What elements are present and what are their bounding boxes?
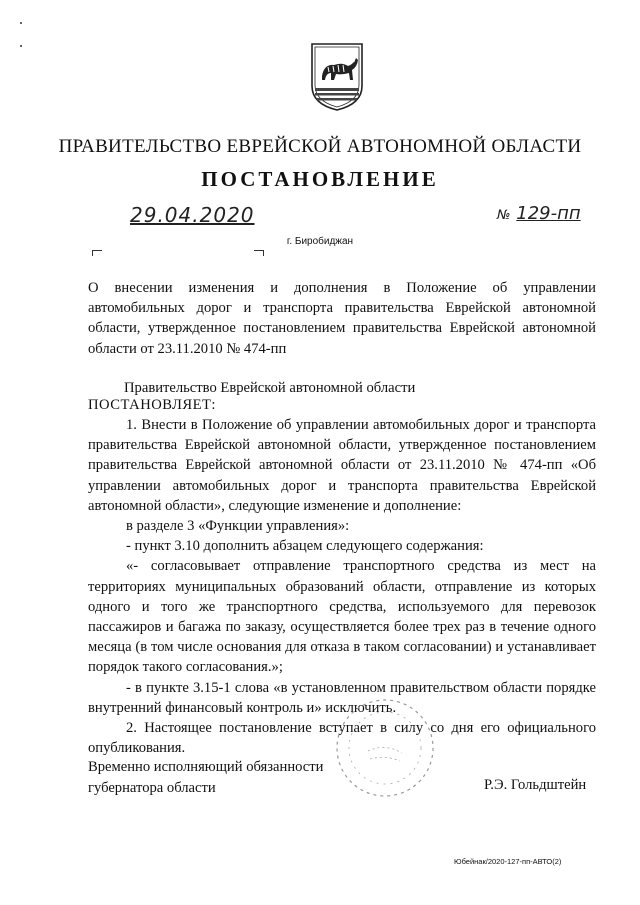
title-bracket-right [254,250,264,256]
signatory-position [88,757,323,798]
margin-mark [20,22,22,24]
decree-number [497,203,581,224]
resolves-text: ПОСТАНОВЛЯЕТ: [88,397,216,413]
paragraph: 2. Настоящее постановление вступает в силу со дня его официального опубликования. [88,720,596,757]
title-bracket-left [92,250,102,256]
lead-text: Правительство Еврейской автономной области [124,380,416,396]
paragraph: в разделе 3 «Функции управления»: [126,518,350,535]
official-stamp-icon [330,693,440,803]
government-heading: ПРАВИТЕЛЬСТВО ЕВРЕЙСКОЙ АВТОНОМНОЙ ОБЛАСТИ [58,136,582,157]
margin-mark [20,45,22,47]
city-label: г. Биробиджан [286,236,354,247]
number-value: 129-пп [516,203,581,224]
position-line-1: Временно исполняющий обязанности [88,759,324,775]
paragraph: - пункт 3.10 дополнить абзацем следующего содержания: [126,538,484,555]
paragraph: «- согласовывает отправление транспортного средства из мест на территориях муниципальных образований области, отправление из которых одного и того же транспортного средства, используемого для перевозок пассажиров и багажа по заказу, осуществляется более трех раз в течение одного месяца (в том числе основания для отказа в таком согласовании) и устанавливает порядок такого согласования.»; [88,558,596,676]
decree-title: О внесении изменения и дополнения в Положение об управлении автомобильных дорог и транспорта правительства Еврейской автономной области, утвержденное постановлением правительства Еврейской автономной области от 23.11.2010 № 474-пп [88,280,596,357]
signatory-name: Р.Э. Гольдштейн [484,777,587,793]
number-prefix: № [497,208,511,223]
coat-of-arms-icon [308,42,366,112]
document-type-heading: ПОСТАНОВЛЕНИЕ [201,167,439,191]
decree-date: 29.04.2020 [130,203,255,227]
document-code: Юбейнак/2020-127-пп-АВТО(2) [454,857,562,866]
paragraph: - в пункте 3.15-1 слова «в установленном правительством области порядке внутренний финансовый контроль и» исключить. [88,679,596,716]
position-line-2: губернатора области [88,779,216,796]
paragraph: 1. Внести в Положение об управлении автомобильных дорог и транспорта правительства Еврейской автономной области, утвержденное постановлением правительства Еврейской автономной области от 23.11.2010 № 474-пп «Об управлении автомобильных дорог и транспорта правительства Еврейской автономной области», следующие изменение и дополнение: [88,417,596,514]
